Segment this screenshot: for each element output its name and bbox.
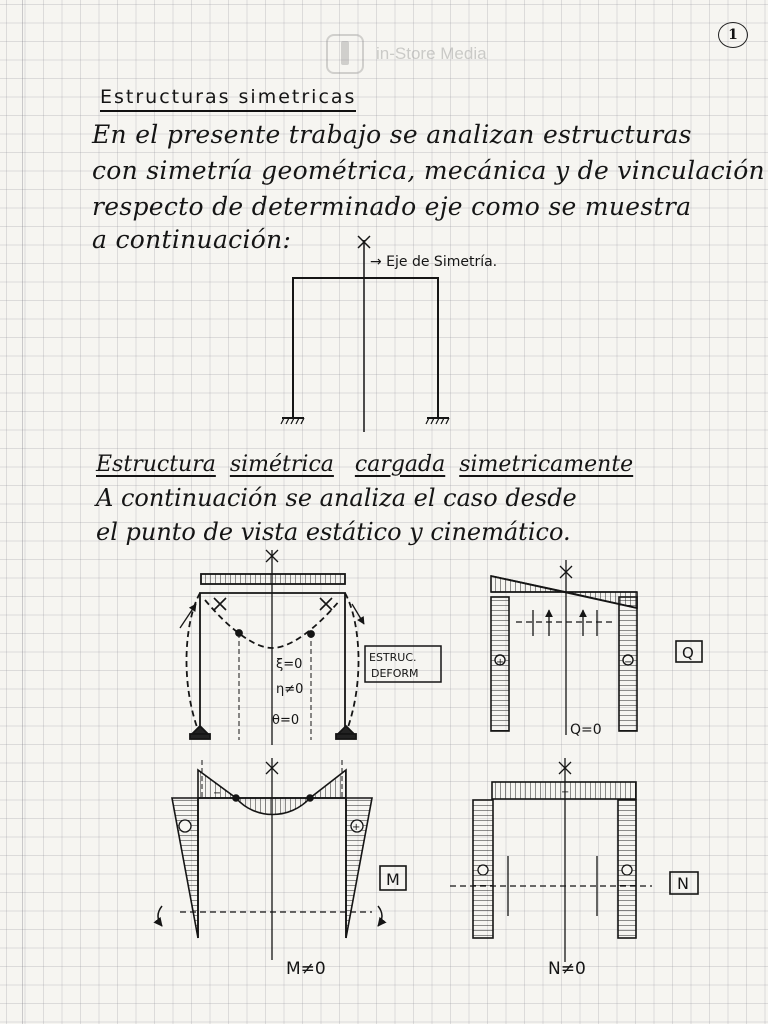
shear-diagram (491, 560, 702, 735)
deformed-column-left (186, 593, 200, 730)
moment-beam-right-neg (310, 770, 346, 798)
paragraph-line-2: con simetría geométrica, mecánica y de vinculación (92, 156, 765, 185)
section-heading-word-1: Estructura (96, 452, 216, 477)
moment-beam-pos (236, 798, 310, 815)
paragraph-line-3: respecto de determinado eje como se muestra (92, 192, 692, 221)
section-line-3: el punto de vista estático y cinemático. (96, 518, 571, 546)
section-line-2: A continuación se analiza el caso desde (96, 484, 577, 512)
deformed-structure-diagram (180, 550, 441, 745)
frame-members (293, 278, 438, 418)
paragraph-line-4: a continuación: (92, 225, 292, 254)
paragraph-line-1: En el presente trabajo se analizan estructuras (92, 120, 692, 149)
normal-bottom-label: N≠0 (548, 959, 586, 979)
moment-diagram (158, 758, 406, 960)
condition-eta: η≠0 (276, 682, 304, 697)
normal-force-diagram (450, 758, 698, 962)
shear-sign-right: − (624, 657, 633, 668)
moment-sign-left: − (213, 788, 222, 799)
normal-tag: N (677, 874, 689, 893)
rotation-mark-left-icon (214, 598, 226, 610)
section-heading-word-3: cargada (354, 452, 446, 477)
section-heading-word-4: simetricamente (459, 452, 634, 477)
fixed-support-left-icon (281, 418, 304, 424)
section-heading-word-2: simétrica (229, 452, 334, 477)
portal-frame-diagram (281, 236, 449, 432)
shear-sign-left: + (496, 657, 505, 668)
moment-sign-right: + (352, 822, 361, 833)
deformed-tag-line1: ESTRUC. (369, 651, 417, 664)
page-title: Estructuras simetricas (100, 86, 356, 112)
shear-bottom-label: Q=0 (570, 722, 602, 738)
deformed-column-right (345, 593, 359, 730)
condition-theta: θ=0 (272, 713, 300, 728)
fixed-support-right-icon (426, 418, 449, 424)
moment-column-left (172, 798, 198, 938)
moment-bottom-label: M≠0 (286, 959, 326, 979)
shear-tag: Q (682, 644, 694, 662)
deformed-tag-line2: DEFORM (371, 667, 419, 680)
pin-support-left-icon (192, 726, 208, 734)
moment-arrow-right-icon (378, 906, 382, 926)
moment-tag: M (386, 870, 400, 889)
pin-support-right-icon (338, 726, 354, 734)
moment-column-right (346, 798, 372, 938)
distributed-load (201, 574, 345, 584)
rotation-mark-right-icon (320, 598, 332, 610)
condition-xi: ξ=0 (276, 657, 303, 672)
normal-sign-beam: − (561, 787, 570, 798)
watermark-text: in-Store Media (376, 44, 487, 63)
page-number: 1 (718, 22, 748, 48)
moment-arrow-left-icon (158, 906, 162, 926)
symmetry-axis-label: → Eje de Simetría. (370, 254, 498, 270)
